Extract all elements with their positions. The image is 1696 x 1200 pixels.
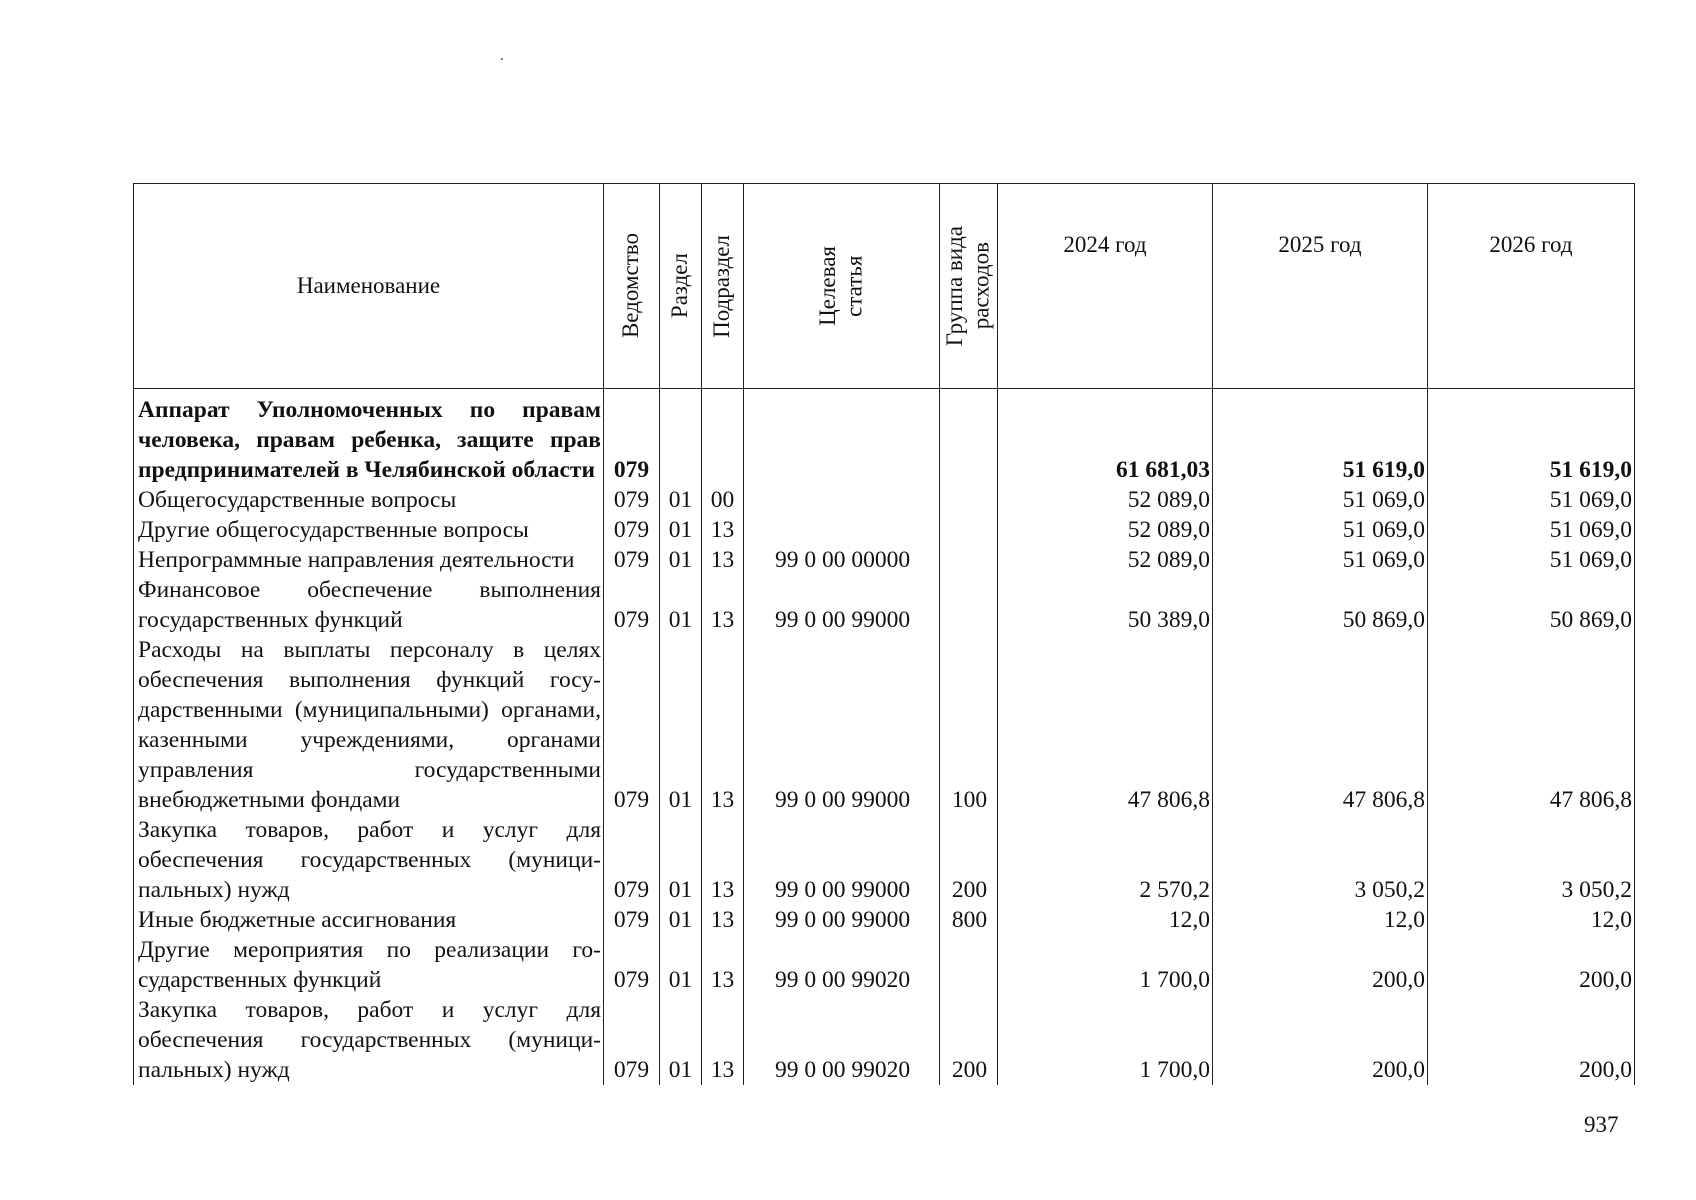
row-2025: 12,0 — [1213, 905, 1428, 935]
row-podrazdel — [702, 389, 744, 486]
row-name: Иные бюджетные ассигнования — [134, 905, 604, 935]
row-2024: 52 089,0 — [998, 515, 1213, 545]
row-podrazdel: 13 — [702, 545, 744, 575]
row-celevaya: 99 0 00 99000 — [744, 815, 940, 905]
header-razdel — [660, 184, 702, 389]
row-vedomstvo: 079 — [604, 935, 660, 995]
row-podrazdel: 13 — [702, 515, 744, 545]
row-2024: 50 389,0 — [998, 575, 1213, 635]
row-gruppa: 100 — [940, 635, 998, 815]
row-name: Финансовое обеспечение выполнения государственных функций — [134, 575, 604, 635]
table-header — [134, 184, 1635, 389]
row-2024: 12,0 — [998, 905, 1213, 935]
row-2026: 51 069,0 — [1428, 485, 1635, 515]
row-gruppa — [940, 545, 998, 575]
row-2025: 3 050,2 — [1213, 815, 1428, 905]
row-2024: 47 806,8 — [998, 635, 1213, 815]
row-2024: 52 089,0 — [998, 545, 1213, 575]
row-celevaya: 99 0 00 99000 — [744, 905, 940, 935]
page-number: 937 — [1584, 1112, 1619, 1137]
row-gruppa: 800 — [940, 905, 998, 935]
header-2025: 2025 год — [1213, 184, 1428, 389]
row-2025: 200,0 — [1213, 995, 1428, 1085]
table-row — [134, 815, 1635, 905]
row-2026: 51 069,0 — [1428, 515, 1635, 545]
row-celevaya: 99 0 00 99000 — [744, 575, 940, 635]
header-podrazdel-label: Подраздел — [709, 234, 735, 338]
row-celevaya: 99 0 00 99020 — [744, 935, 940, 995]
row-2024: 52 089,0 — [998, 485, 1213, 515]
row-name: Непрограммные направления деятельности — [134, 545, 604, 575]
row-gruppa: 200 — [940, 995, 998, 1085]
header-2026: 2026 год — [1428, 184, 1635, 389]
row-celevaya: 99 0 00 00000 — [744, 545, 940, 575]
row-vedomstvo: 079 — [604, 515, 660, 545]
header-celevaya-line2: статья — [841, 255, 867, 317]
row-podrazdel: 13 — [702, 905, 744, 935]
row-2026: 51 619,0 — [1428, 389, 1635, 486]
row-celevaya — [744, 515, 940, 545]
table-row — [134, 545, 1635, 575]
row-celevaya: 99 0 00 99000 — [744, 635, 940, 815]
row-razdel: 01 — [660, 635, 702, 815]
header-podrazdel — [702, 184, 744, 389]
table-row — [134, 389, 1635, 486]
row-podrazdel: 13 — [702, 575, 744, 635]
header-gruppa-line1: Группа вида — [942, 225, 968, 347]
header-2024: 2024 год — [998, 184, 1213, 389]
row-razdel — [660, 389, 702, 486]
row-celevaya: 99 0 00 99020 — [744, 995, 940, 1085]
row-gruppa — [940, 935, 998, 995]
row-name: Закупка товаров, работ и услуг для обеспечения государственных (муниципальных) нужд — [134, 995, 604, 1085]
row-podrazdel: 13 — [702, 815, 744, 905]
row-gruppa — [940, 575, 998, 635]
row-gruppa — [940, 515, 998, 545]
row-2025: 47 806,8 — [1213, 635, 1428, 815]
header-razdel-label: Раздел — [667, 253, 693, 319]
row-gruppa — [940, 389, 998, 486]
row-razdel: 01 — [660, 905, 702, 935]
row-2026: 51 069,0 — [1428, 545, 1635, 575]
row-2026: 3 050,2 — [1428, 815, 1635, 905]
row-name: Закупка товаров, работ и услуг для обеспечения государственных (муниципальных) нужд — [134, 815, 604, 905]
row-2026: 47 806,8 — [1428, 635, 1635, 815]
header-gruppa — [940, 184, 998, 389]
header-vedomstvo — [604, 184, 660, 389]
table-row — [134, 935, 1635, 995]
table-row — [134, 485, 1635, 515]
row-2025: 51 619,0 — [1213, 389, 1428, 486]
row-gruppa: 200 — [940, 815, 998, 905]
row-gruppa — [940, 485, 998, 515]
row-2026: 50 869,0 — [1428, 575, 1635, 635]
row-2024: 61 681,03 — [998, 389, 1213, 486]
row-2025: 200,0 — [1213, 935, 1428, 995]
row-podrazdel: 00 — [702, 485, 744, 515]
header-vedomstvo-label: Ведомство — [618, 233, 644, 339]
row-2024: 2 570,2 — [998, 815, 1213, 905]
header-celevaya — [744, 184, 940, 389]
header-gruppa-line2: расходов — [968, 242, 994, 330]
row-vedomstvo: 079 — [604, 905, 660, 935]
row-razdel: 01 — [660, 545, 702, 575]
row-name: Общегосударственные вопросы — [134, 485, 604, 515]
row-podrazdel: 13 — [702, 635, 744, 815]
row-name: Расходы на выплаты персоналу в целях обеспечения выполнения функций государственными (муниципальными) органами, казенными учреждениями, органами управления государственными внебюджетными фондами — [134, 635, 604, 815]
table-body — [134, 389, 1635, 1086]
row-vedomstvo: 079 — [604, 995, 660, 1085]
row-name: Другие мероприятия по реализации государственных функций — [134, 935, 604, 995]
table-row — [134, 635, 1635, 815]
row-2024: 1 700,0 — [998, 935, 1213, 995]
row-podrazdel: 13 — [702, 935, 744, 995]
row-2025: 51 069,0 — [1213, 515, 1428, 545]
table-row — [134, 515, 1635, 545]
row-razdel: 01 — [660, 485, 702, 515]
row-razdel: 01 — [660, 935, 702, 995]
row-vedomstvo: 079 — [604, 485, 660, 515]
row-vedomstvo: 079 — [604, 575, 660, 635]
row-razdel: 01 — [660, 575, 702, 635]
row-razdel: 01 — [660, 515, 702, 545]
row-2025: 50 869,0 — [1213, 575, 1428, 635]
row-celevaya — [744, 389, 940, 486]
budget-table — [133, 183, 1635, 1085]
header-celevaya-line1: Целевая — [815, 246, 841, 326]
row-2025: 51 069,0 — [1213, 485, 1428, 515]
row-2026: 200,0 — [1428, 995, 1635, 1085]
row-vedomstvo: 079 — [604, 389, 660, 486]
row-name: Другие общегосударственные вопросы — [134, 515, 604, 545]
row-vedomstvo: 079 — [604, 635, 660, 815]
row-podrazdel: 13 — [702, 995, 744, 1085]
row-2024: 1 700,0 — [998, 995, 1213, 1085]
table-row — [134, 575, 1635, 635]
row-name: Аппарат Уполномоченных по правам человека, правам ребенка, защите прав предпринимателей в Челябинской области — [134, 389, 604, 486]
table-row — [134, 905, 1635, 935]
row-2026: 12,0 — [1428, 905, 1635, 935]
row-vedomstvo: 079 — [604, 815, 660, 905]
row-2026: 200,0 — [1428, 935, 1635, 995]
table-row — [134, 995, 1635, 1085]
row-celevaya — [744, 485, 940, 515]
row-vedomstvo: 079 — [604, 545, 660, 575]
row-razdel: 01 — [660, 815, 702, 905]
row-razdel: 01 — [660, 995, 702, 1085]
row-2025: 51 069,0 — [1213, 545, 1428, 575]
scan-speck — [501, 58, 503, 60]
header-name: Наименование — [134, 184, 604, 389]
